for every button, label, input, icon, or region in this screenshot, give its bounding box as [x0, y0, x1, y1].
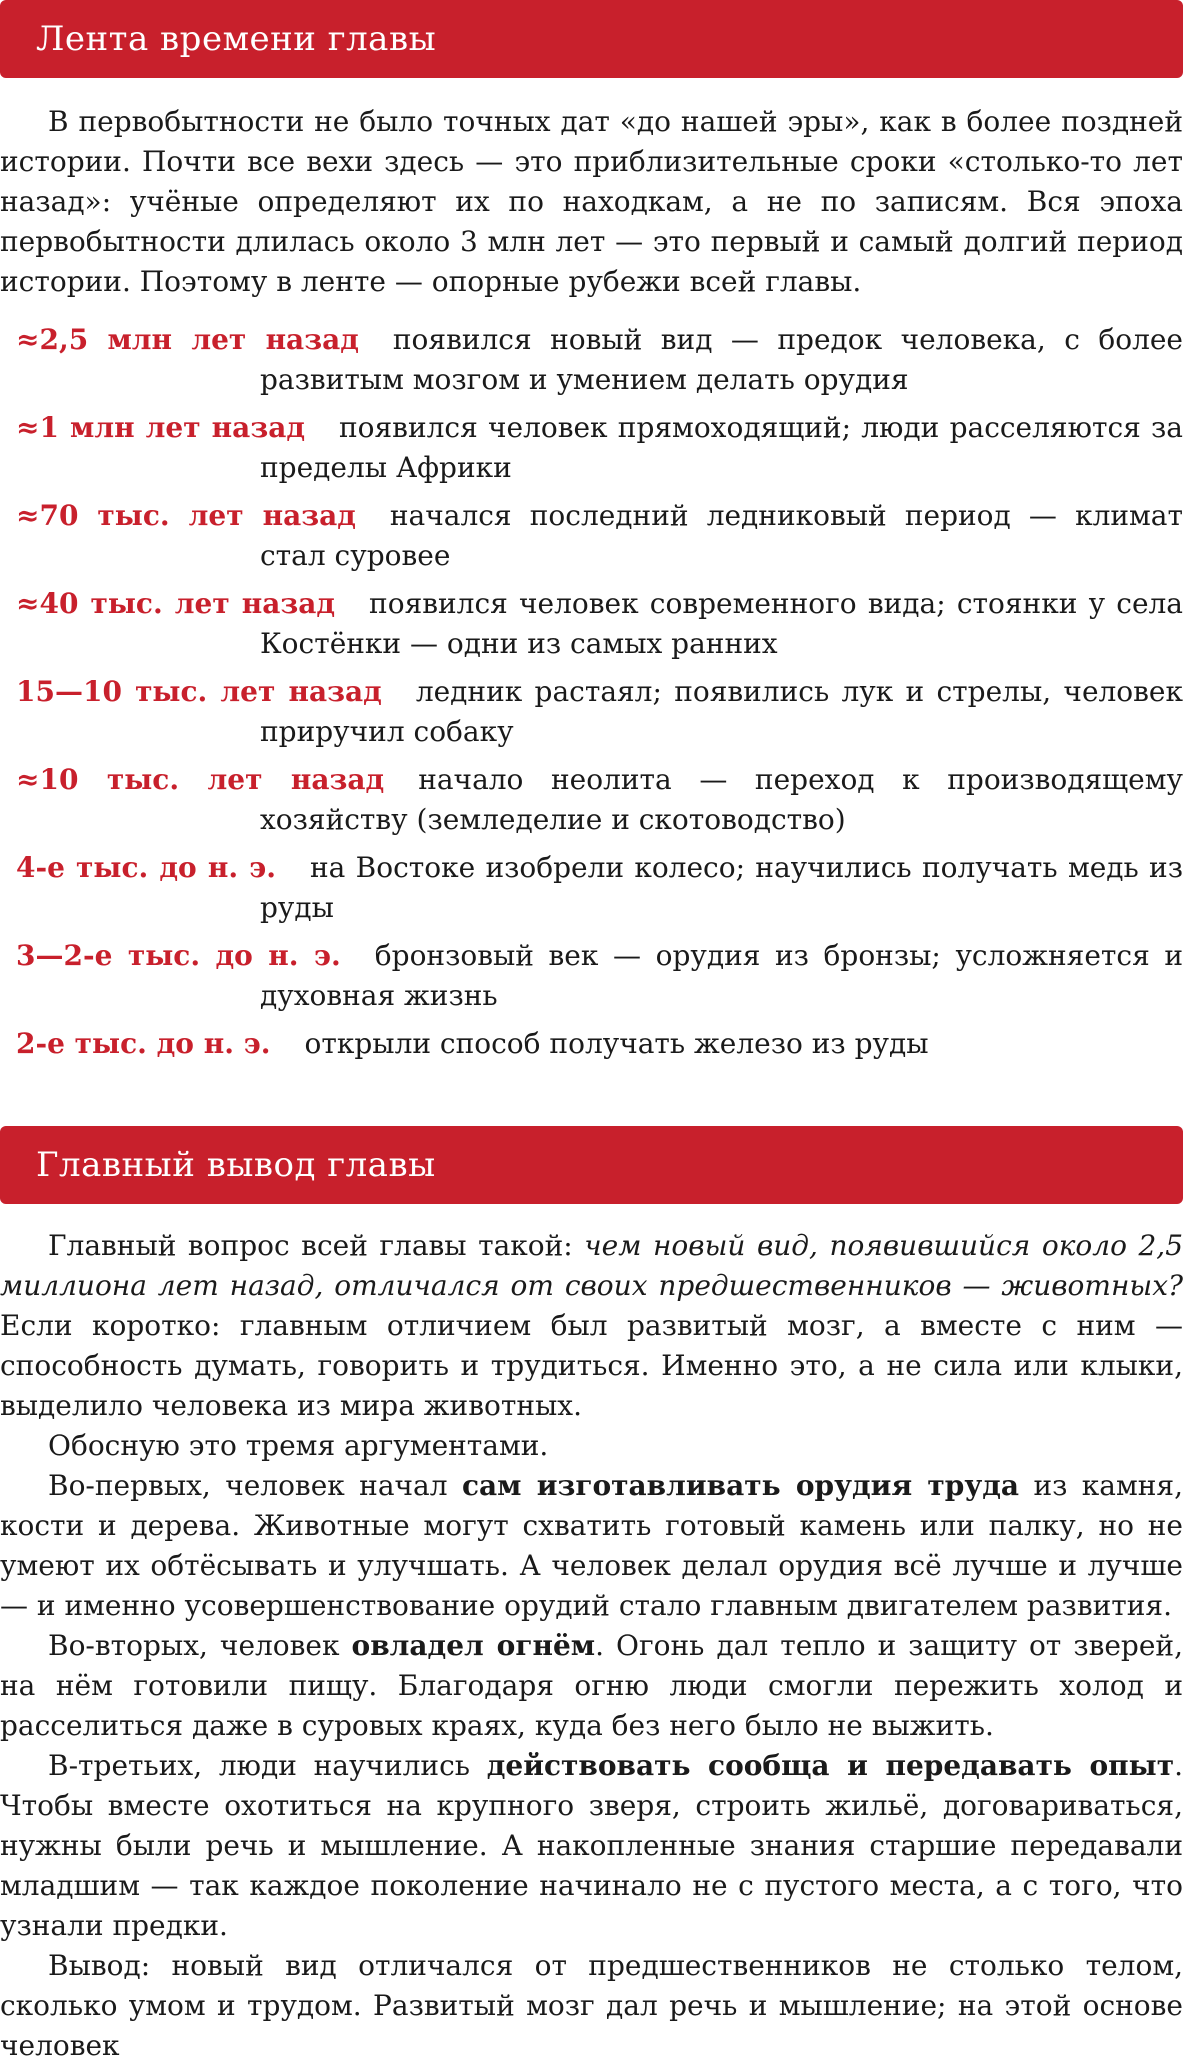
timeline-intro: В первобытности не было точных дат «до нашей эры», как в более поздней истории. Почти все вехи здесь — это приблизительные сроки «столько-то лет назад»: учёные определяют их по находкам, а не по записям. Вся эпоха первобытности длилась около 3 млн лет — это первый и самый долгий период истории. Поэтому в ленте — опорные рубежи всей главы. — [0, 105, 1183, 298]
timeline-entry — [0, 936, 1183, 1016]
paragraph-text: Во-вторых, человек — [48, 1629, 352, 1662]
key-question: чем новый вид, появившийся около 2,5 миллиона лет назад, отличался от своих предшественников — животных? — [0, 1229, 1183, 1302]
timeline-entry — [0, 584, 1183, 664]
timeline-date: ≈1 млн лет назад — [16, 411, 305, 444]
key-argument: овладел огнём — [351, 1629, 596, 1662]
conclusion-paragraph-1 — [0, 1226, 1183, 1426]
timeline-date: ≈40 тыс. лет назад — [16, 587, 336, 620]
timeline-date: 4-е тыс. до н. э. — [16, 851, 277, 884]
paragraph-text: В-третьих, люди научились — [48, 1749, 487, 1782]
timeline-date: 3—2-е тыс. до н. э. — [16, 939, 341, 972]
timeline-section — [0, 102, 1183, 1072]
timeline-header — [0, 0, 1183, 78]
timeline-text: появился новый вид — предок человека, с более развитым мозгом и умением делать орудия — [260, 323, 1183, 396]
timeline-date: ≈10 тыс. лет назад — [16, 763, 385, 796]
conclusion-paragraph-4 — [0, 1626, 1183, 1746]
timeline-text: начался последний ледниковый период — климат стал суровее — [260, 499, 1183, 572]
paragraph-text: . Огонь дал тепло и защиту от зверей, на нём готовили пищу. Благодаря огню люди смогли пережить холод и расселиться даже в суровых краях, куда без него было не выжить. — [0, 1629, 1183, 1742]
timeline-text: открыли способ получать железо из руды — [304, 1027, 929, 1060]
conclusion-paragraph-6: Вывод: новый вид отличался от предшественников не столько телом, сколько умом и трудом. Развитый мозг дал речь и мышление; на этой основе человек — [0, 1949, 1183, 2062]
timeline-entry — [0, 1024, 1183, 1064]
conclusion-paragraph-2: Обосную это тремя аргументами. — [48, 1429, 549, 1462]
paragraph-text: Главный вопрос всей главы такой: — [48, 1229, 585, 1262]
timeline-entry — [0, 672, 1183, 752]
timeline-date: ≈2,5 млн лет назад — [16, 323, 359, 356]
paragraph-text: Во-первых, человек начал — [48, 1469, 462, 1502]
conclusion-paragraph-3 — [0, 1466, 1183, 1626]
timeline-entry — [0, 408, 1183, 488]
timeline-entry — [0, 496, 1183, 576]
timeline-text: на Востоке изобрели колесо; научились получать медь из руды — [260, 851, 1183, 924]
timeline-text: появился человек прямоходящий; люди расселяются за пределы Африки — [260, 411, 1183, 484]
timeline-entry — [0, 320, 1183, 400]
timeline-text: начало неолита — переход к производящему хозяйству (земледелие и скотоводство) — [260, 763, 1183, 836]
paragraph-text: из камня, кости и дерева. Животные могут схватить готовый камень или палку, но не умеют их обтёсывать и улучшать. А человек делал орудия всё лучше и лучше — и именно усовершенствование орудий стало главным двигателем развития. — [0, 1469, 1183, 1622]
timeline-date: 15—10 тыс. лет назад — [16, 675, 382, 708]
timeline-text: ледник растаял; появились лук и стрелы, человек приручил собаку — [260, 675, 1183, 748]
paragraph-text: . Чтобы вместе охотиться на крупного зверя, строить жильё, договариваться, нужны были речь и мышление. А накопленные знания старшие передавали младшим — так каждое поколение начинало не с пустого места, а с того, что узнали предки. — [0, 1749, 1183, 1942]
key-argument: сам изготавливать орудия труда — [461, 1469, 1020, 1502]
timeline-title: Лента времени главы — [36, 19, 437, 59]
timeline-entry — [0, 848, 1183, 928]
conclusion-section — [0, 1226, 1183, 2066]
paragraph-text: Если коротко: главным отличием был развитый мозг, а вместе с ним — способность думать, говорить и трудиться. Именно это, а не сила или клыки, выделило человека из мира животных. — [0, 1309, 1183, 1422]
conclusion-paragraph-5 — [0, 1746, 1183, 1946]
timeline-text: появился человек современного вида; стоянки у села Костёнки — одни из самых ранних — [260, 587, 1183, 660]
timeline-date: 2-е тыс. до н. э. — [16, 1027, 271, 1060]
key-argument: действовать сообща и передавать опыт — [486, 1749, 1175, 1782]
timeline-date: ≈70 тыс. лет назад — [16, 499, 356, 532]
timeline-text: бронзовый век — орудия из бронзы; усложняется и духовная жизнь — [260, 939, 1183, 1012]
timeline-entry — [0, 760, 1183, 840]
conclusion-header — [0, 1126, 1183, 1204]
conclusion-title: Главный вывод главы — [36, 1145, 436, 1185]
